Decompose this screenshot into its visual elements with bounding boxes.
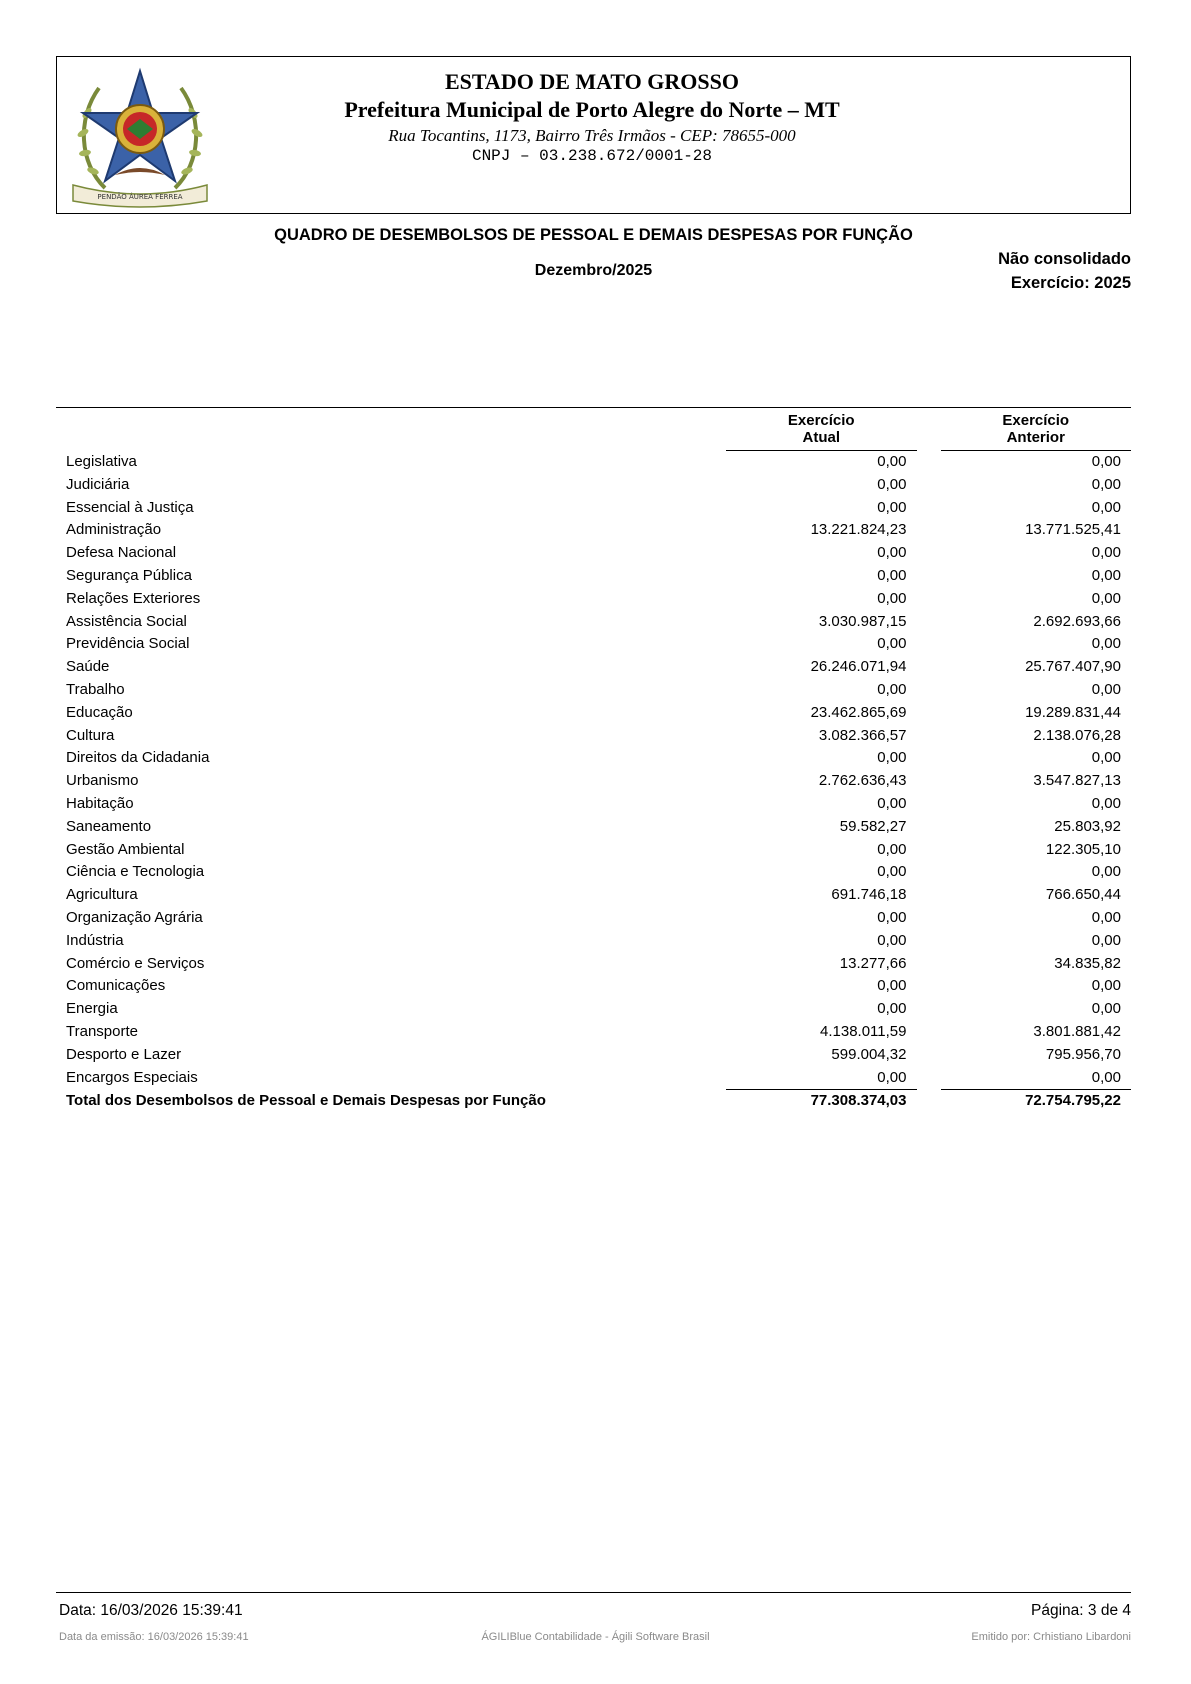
current-year-value-cell: 13.221.824,23 bbox=[810, 521, 907, 539]
footer-divider bbox=[56, 1592, 1131, 1593]
current-year-value-cell: 0,00 bbox=[877, 908, 907, 926]
current-year-value-cell: 4.138.011,59 bbox=[820, 1022, 907, 1040]
previous-year-value-cell: 0,00 bbox=[1091, 794, 1121, 812]
previous-year-value-cell: 0,00 bbox=[1091, 680, 1121, 698]
table-row bbox=[56, 816, 1131, 839]
table-row bbox=[56, 1067, 1131, 1090]
table-row bbox=[56, 519, 1131, 542]
table-row bbox=[56, 702, 1131, 725]
function-name-cell: Ciência e Tecnologia bbox=[66, 863, 205, 881]
function-name-cell: Organização Agrária bbox=[66, 908, 203, 926]
function-name-cell: Previdência Social bbox=[66, 635, 190, 653]
header-previous-year bbox=[941, 408, 1132, 451]
function-name-cell: Urbanismo bbox=[66, 772, 139, 790]
header-current-line1: Exercício bbox=[787, 412, 855, 429]
report-period: Dezembro/2025 bbox=[534, 262, 653, 279]
current-year-value-cell: 0,00 bbox=[877, 840, 907, 858]
function-name-cell: Judiciária bbox=[66, 475, 130, 493]
current-year-value-cell: 59.582,27 bbox=[839, 817, 907, 835]
table-row bbox=[56, 542, 1131, 565]
previous-year-value-cell: 0,00 bbox=[1091, 544, 1121, 562]
header-previous-line2: Anterior bbox=[1006, 429, 1065, 446]
current-year-value-cell: 0,00 bbox=[877, 863, 907, 881]
current-year-value-cell: 3.082.366,57 bbox=[818, 726, 907, 744]
previous-year-value-cell: 0,00 bbox=[1091, 635, 1121, 653]
current-year-value-cell: 3.030.987,15 bbox=[818, 612, 907, 630]
previous-year-value-cell: 0,00 bbox=[1091, 863, 1121, 881]
fiscal-year: Exercício: 2025 bbox=[1010, 274, 1131, 292]
row-gap-cell bbox=[917, 633, 941, 656]
row-gap-cell bbox=[917, 816, 941, 839]
function-name-cell: Direitos da Cidadania bbox=[66, 749, 210, 767]
current-year-value-cell: 0,00 bbox=[877, 453, 907, 470]
current-year-value-cell: 26.246.071,94 bbox=[810, 658, 907, 676]
table-row bbox=[56, 611, 1131, 634]
function-name-cell: Trabalho bbox=[66, 680, 125, 698]
prefecture-address: Rua Tocantins, 1173, Bairro Três Irmãos - CEP: 78655-000 bbox=[388, 126, 796, 145]
previous-year-value-cell: 122.305,10 bbox=[1045, 840, 1121, 858]
row-gap-cell bbox=[917, 702, 941, 725]
footer-page-number: Página: 3 de 4 bbox=[1031, 1602, 1131, 1619]
row-gap-cell bbox=[917, 884, 941, 907]
table-row bbox=[56, 953, 1131, 976]
header-current-line2: Atual bbox=[802, 429, 840, 446]
previous-year-value-cell: 19.289.831,44 bbox=[1025, 703, 1121, 721]
table-row bbox=[56, 770, 1131, 793]
table-row bbox=[56, 725, 1131, 748]
expenses-by-function-table bbox=[56, 408, 1131, 1113]
function-name-cell: Agricultura bbox=[66, 886, 138, 904]
function-name-cell: Segurança Pública bbox=[66, 566, 192, 584]
previous-year-value-cell: 25.803,92 bbox=[1054, 817, 1121, 835]
previous-year-value-cell: 0,00 bbox=[1091, 1068, 1121, 1086]
table-row bbox=[56, 1044, 1131, 1067]
function-name-cell: Habitação bbox=[66, 794, 134, 812]
row-gap-cell bbox=[917, 998, 941, 1021]
function-name-cell: Transporte bbox=[66, 1022, 138, 1040]
footer-issuer: Emitido por: Crhistiano Libardoni bbox=[971, 1631, 1131, 1643]
table-row bbox=[56, 861, 1131, 884]
function-name-cell: Assistência Social bbox=[66, 612, 187, 630]
function-name-cell: Essencial à Justiça bbox=[66, 498, 194, 516]
row-gap-cell bbox=[917, 770, 941, 793]
previous-year-value-cell: 0,00 bbox=[1091, 566, 1121, 584]
current-year-value-cell: 0,00 bbox=[877, 794, 907, 812]
state-name: ESTADO DE MATO GROSSO bbox=[444, 69, 739, 94]
previous-year-value-cell: 0,00 bbox=[1091, 589, 1121, 607]
current-year-value-cell: 13.277,66 bbox=[839, 954, 907, 972]
row-gap-cell bbox=[917, 793, 941, 816]
current-year-value-cell: 691.746,18 bbox=[831, 886, 907, 904]
current-year-value-cell: 0,00 bbox=[877, 544, 907, 562]
table-row bbox=[56, 656, 1131, 679]
previous-year-value-cell: 0,00 bbox=[1091, 475, 1121, 493]
table-row bbox=[56, 474, 1131, 497]
function-name-cell: Defesa Nacional bbox=[66, 544, 177, 562]
current-year-value-cell: 23.462.865,69 bbox=[810, 703, 907, 721]
table-row bbox=[56, 679, 1131, 702]
table-row bbox=[56, 1021, 1131, 1044]
header-function bbox=[56, 408, 726, 451]
row-gap-cell bbox=[917, 611, 941, 634]
consolidation-status: Não consolidado bbox=[998, 250, 1131, 268]
row-gap-cell bbox=[917, 747, 941, 770]
function-name-cell: Cultura bbox=[66, 726, 115, 744]
row-gap-cell bbox=[917, 497, 941, 520]
current-year-value-cell: 0,00 bbox=[877, 1000, 907, 1018]
table-row bbox=[56, 839, 1131, 862]
footer-date: Data: 16/03/2026 15:39:41 bbox=[59, 1602, 243, 1619]
previous-year-value-cell: 3.801.881,42 bbox=[1033, 1022, 1121, 1040]
current-year-value-cell: 77.308.374,03 bbox=[726, 1090, 917, 1113]
row-gap-cell bbox=[917, 679, 941, 702]
row-gap-cell bbox=[917, 975, 941, 998]
table-row bbox=[56, 451, 1131, 474]
function-name-cell: Gestão Ambiental bbox=[66, 840, 185, 858]
function-name-cell: Comércio e Serviços bbox=[66, 954, 205, 972]
previous-year-value-cell: 0,00 bbox=[1091, 1000, 1121, 1018]
municipal-crest-logo bbox=[65, 63, 215, 208]
total-row bbox=[56, 1090, 1131, 1113]
table-row bbox=[56, 998, 1131, 1021]
row-gap-cell bbox=[917, 1090, 941, 1113]
row-gap-cell bbox=[917, 474, 941, 497]
footer-emission-date: Data da emissão: 16/03/2026 15:39:41 bbox=[59, 1631, 249, 1643]
previous-year-value-cell: 0,00 bbox=[1091, 977, 1121, 995]
previous-year-value-cell: 0,00 bbox=[1091, 931, 1121, 949]
current-year-value-cell: 0,00 bbox=[877, 749, 907, 767]
previous-year-value-cell: 0,00 bbox=[1091, 498, 1121, 516]
row-gap-cell bbox=[917, 656, 941, 679]
row-gap-cell bbox=[917, 953, 941, 976]
previous-year-value-cell: 766.650,44 bbox=[1045, 886, 1121, 904]
header-box bbox=[56, 56, 1131, 214]
function-name-cell: Energia bbox=[66, 1000, 118, 1018]
header-current-year bbox=[726, 408, 917, 451]
table-row bbox=[56, 930, 1131, 953]
row-gap-cell bbox=[917, 907, 941, 930]
function-name-cell: Relações Exteriores bbox=[66, 589, 201, 607]
previous-year-value-cell: 0,00 bbox=[1091, 908, 1121, 926]
previous-year-value-cell: 34.835,82 bbox=[1054, 954, 1121, 972]
current-year-value-cell: 0,00 bbox=[877, 680, 907, 698]
row-gap-cell bbox=[917, 930, 941, 953]
function-name-cell: Saneamento bbox=[66, 817, 152, 835]
current-year-value-cell: 0,00 bbox=[877, 1068, 907, 1086]
table-header-row bbox=[56, 408, 1131, 451]
table-row bbox=[56, 588, 1131, 611]
current-year-value-cell: 0,00 bbox=[877, 566, 907, 584]
row-gap-cell bbox=[917, 1021, 941, 1044]
row-gap-cell bbox=[917, 519, 941, 542]
function-name-cell: Administração bbox=[66, 521, 162, 539]
row-gap-cell bbox=[917, 1044, 941, 1067]
table-row bbox=[56, 747, 1131, 770]
table-row bbox=[56, 884, 1131, 907]
current-year-value-cell: 0,00 bbox=[877, 589, 907, 607]
table-row bbox=[56, 565, 1131, 588]
function-name-cell: Encargos Especiais bbox=[66, 1068, 198, 1086]
current-year-value-cell: 2.762.636,43 bbox=[818, 772, 907, 790]
function-name-cell: Legislativa bbox=[66, 452, 137, 470]
previous-year-value-cell: 0,00 bbox=[1091, 749, 1121, 767]
current-year-value-cell: 0,00 bbox=[877, 635, 907, 653]
current-year-value-cell: 599.004,32 bbox=[831, 1045, 907, 1063]
previous-year-value-cell: 795.956,70 bbox=[1045, 1045, 1121, 1063]
function-name-cell: Total dos Desembolsos de Pessoal e Demais Despesas por Função bbox=[66, 1092, 546, 1110]
table-row bbox=[56, 793, 1131, 816]
current-year-value-cell: 0,00 bbox=[877, 931, 907, 949]
previous-year-value-cell: 25.767.407,90 bbox=[1025, 658, 1121, 676]
footer-software: ÁGILIBlue Contabilidade - Ágili Software Brasil bbox=[481, 1631, 710, 1643]
row-gap-cell bbox=[917, 839, 941, 862]
table-row bbox=[56, 975, 1131, 998]
function-name-cell: Saúde bbox=[66, 658, 110, 676]
header-gap bbox=[917, 408, 941, 451]
current-year-value-cell: 0,00 bbox=[877, 977, 907, 995]
expenses-table-wrapper bbox=[56, 407, 1131, 1113]
row-gap-cell bbox=[917, 565, 941, 588]
previous-year-value-cell: 3.547.827,13 bbox=[1033, 772, 1121, 790]
previous-year-value-cell: 13.771.525,41 bbox=[1025, 521, 1121, 539]
previous-year-value-cell: 2.692.693,66 bbox=[1033, 612, 1121, 630]
row-gap-cell bbox=[917, 861, 941, 884]
table-row bbox=[56, 907, 1131, 930]
prefecture-cnpj: CNPJ – 03.238.672/0001-28 bbox=[471, 147, 713, 165]
previous-year-value-cell: 0,00 bbox=[1091, 453, 1121, 470]
table-row bbox=[56, 633, 1131, 656]
current-year-value-cell: 0,00 bbox=[877, 498, 907, 516]
svg-text:PENDÃO ÁUREA FERREA: PENDÃO ÁUREA FERREA bbox=[97, 193, 183, 201]
row-gap-cell bbox=[917, 588, 941, 611]
table-row bbox=[56, 497, 1131, 520]
header-previous-line1: Exercício bbox=[1002, 412, 1070, 429]
row-gap-cell bbox=[917, 725, 941, 748]
function-name-cell: Comunicações bbox=[66, 977, 166, 995]
function-name-cell: Indústria bbox=[66, 931, 124, 949]
current-year-value-cell: 0,00 bbox=[877, 475, 907, 493]
row-gap-cell bbox=[917, 542, 941, 565]
prefecture-name: Prefeitura Municipal de Porto Alegre do Norte – MT bbox=[344, 97, 840, 122]
row-gap-cell bbox=[917, 1067, 941, 1090]
previous-year-value-cell: 72.754.795,22 bbox=[941, 1090, 1132, 1113]
function-name-cell: Desporto e Lazer bbox=[66, 1045, 182, 1063]
previous-year-value-cell: 2.138.076,28 bbox=[1033, 726, 1121, 744]
table-body bbox=[56, 451, 1131, 1114]
report-title: QUADRO DE DESEMBOLSOS DE PESSOAL E DEMAIS DESPESAS POR FUNÇÃO bbox=[274, 226, 913, 244]
function-name-cell: Educação bbox=[66, 703, 133, 721]
row-gap-cell bbox=[917, 451, 941, 474]
